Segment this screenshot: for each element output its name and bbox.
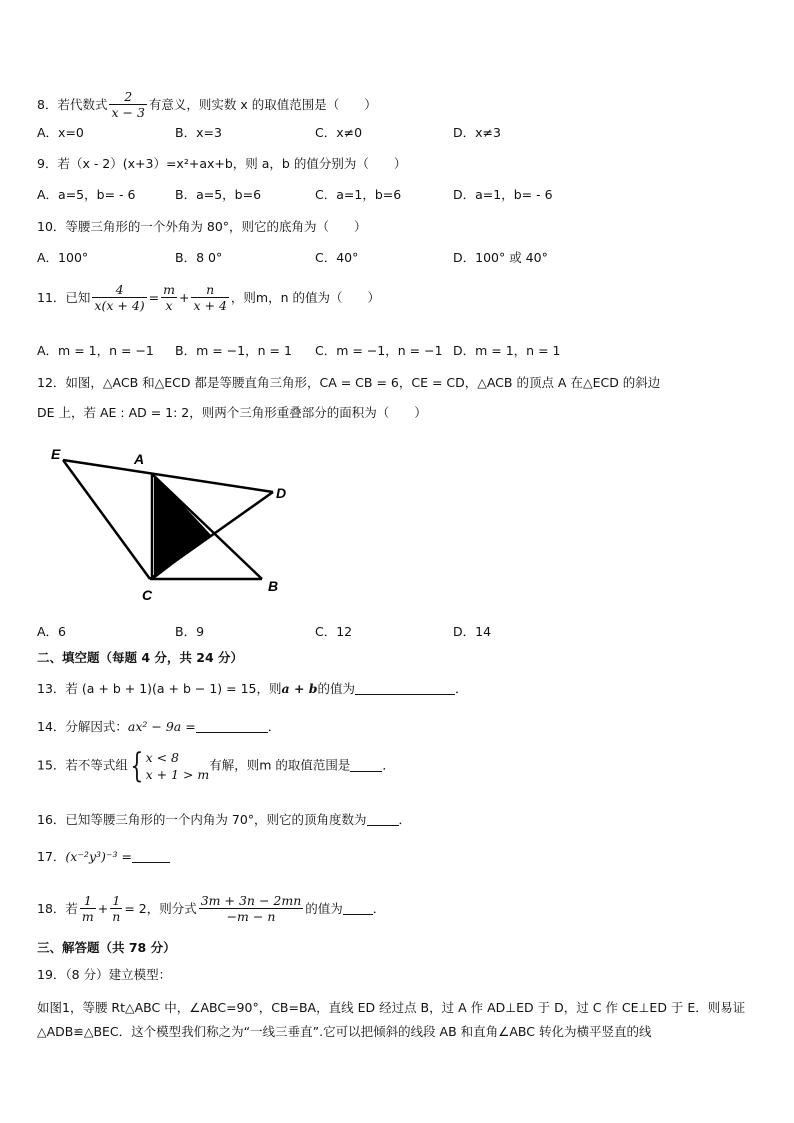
q8-frac-num: 2: [109, 89, 146, 105]
q11-f3-den: x + 4: [193, 298, 227, 313]
q13-number: 13．: [37, 681, 66, 696]
q14-stem: [37, 719, 280, 735]
q14-answer-blank[interactable]: [196, 719, 268, 733]
q11-f2-den: x: [165, 298, 173, 313]
q16-answer-blank[interactable]: [367, 812, 399, 826]
q15-answer-blank[interactable]: [350, 758, 382, 772]
q9-option-d: D．a=1，b= - 6: [453, 187, 553, 202]
q18-text-pre: 若: [65, 901, 78, 916]
q16-stem: [37, 812, 411, 828]
q9-option-a: A．a=5，b= - 6: [37, 187, 136, 202]
q12-triangle-figure: [40, 440, 300, 610]
q8-fraction: [109, 89, 146, 120]
q18-f3-num: 3m + 3n − 2mn: [200, 893, 302, 908]
label-a: A: [134, 451, 145, 467]
segment-ec: [63, 460, 150, 579]
q14-end: ．: [267, 719, 281, 734]
q11-option-b: B．m = −1，n = 1: [175, 343, 292, 358]
q16-text: 已知等腰三角形的一个内角为 70°，则它的顶角度数为: [65, 812, 367, 827]
q15-text-pre: 若不等式组: [65, 757, 128, 773]
q19-score: （8 分）建立模型：: [65, 967, 172, 982]
q8-option-d: D．x≠3: [453, 125, 501, 140]
q11-f2-num: m: [163, 282, 175, 297]
q10-option-c: C．40°: [315, 250, 359, 265]
q11-fraction-1: [92, 282, 146, 313]
q8-text-pre: 若代数式: [57, 97, 108, 112]
q15-brace: {: [130, 746, 144, 786]
q12-number: 12．: [37, 375, 66, 390]
q18-f2-num: 1: [110, 893, 122, 909]
section-fill-in-title: 二、填空题（每题 4 分，共 24 分）: [37, 650, 244, 665]
q10-stem: [37, 219, 367, 235]
q8-text-post: 有意义，则实数 x 的取值范围是（ ）: [148, 97, 377, 112]
q11-number: 11．: [37, 290, 66, 305]
q19-number: 19．: [37, 967, 66, 982]
q18-f3-den: −m − n: [226, 909, 276, 924]
q12-text-line1: 如图，△ACB 和△ECD 都是等腰直角三角形，CA = CB = 6，CE = CD，△ACB 的顶点 A 在△ECD 的斜边: [65, 375, 661, 390]
q10-option-b: B．8 0°: [175, 250, 223, 265]
q11-stem: [37, 282, 380, 313]
q11-f1-num: 4: [92, 282, 146, 298]
q8-stem: [37, 89, 377, 120]
q17-expr: (x⁻²y³)⁻³ =: [65, 849, 132, 864]
label-b: B: [268, 578, 279, 594]
label-e: E: [51, 446, 61, 462]
q13-text-pre: 若 (a + b + 1)(a + b − 1) = 15，则: [65, 681, 282, 696]
q18-f2-den: n: [112, 909, 121, 924]
q15-text-post: 有解，则m 的取值范围是: [209, 757, 351, 773]
q13-end: ．: [455, 681, 468, 696]
q14-expr: ax² − 9a =: [127, 719, 196, 734]
q15-number: 15．: [37, 757, 66, 773]
q9-number: 9．: [37, 156, 58, 171]
q11-f1-den: x(x + 4): [94, 298, 145, 313]
q11-option-c: C．m = −1，n = −1: [315, 343, 443, 358]
q15-stem: [37, 746, 395, 786]
label-c: C: [142, 587, 153, 603]
q10-option-d: D．100° 或 40°: [453, 250, 548, 265]
q15-row1: x < 8: [145, 750, 179, 765]
q8-frac-den: x − 3: [111, 105, 145, 120]
section-answer-title: 三、解答题（共 78 分）: [37, 940, 176, 955]
q18-end: ．: [372, 901, 386, 916]
q12-stem-line2: DE 上，若 AE : AD = 1: 2，则两个三角形重叠部分的面积为（ ）: [37, 405, 427, 420]
q18-fraction-2: [110, 893, 122, 924]
q12-option-a: A．6: [37, 624, 67, 639]
q18-f1-den: m: [81, 909, 94, 924]
q11-option-a: A．m = 1，n = −1: [37, 343, 154, 358]
q8-option-a: A．x=0: [37, 125, 84, 140]
q13-expr: a + b: [281, 681, 318, 696]
q12-option-b: B．9: [175, 624, 205, 639]
q18-plus: +: [97, 901, 109, 916]
q13-stem: [37, 681, 468, 697]
label-d: D: [276, 485, 287, 501]
q18-text-mid: = 2，则分式: [124, 901, 197, 916]
q17-number: 17．: [37, 849, 66, 864]
q18-number: 18．: [37, 901, 66, 916]
q17-answer-blank[interactable]: [132, 849, 170, 863]
q18-fraction-1: [80, 893, 96, 924]
q15-end: ．: [382, 757, 395, 773]
q11-option-d: D．m = 1，n = 1: [453, 343, 561, 358]
q18-fraction-3: [199, 893, 304, 924]
q10-text: 等腰三角形的一个外角为 80°，则它的底角为（ ）: [65, 219, 367, 234]
q18-text-post: 的值为: [305, 901, 343, 916]
q12-stem-line1: [37, 375, 660, 391]
q9-option-c: C．a=1，b=6: [315, 187, 402, 202]
q9-text: 若（x - 2）(x+3）=x²+ax+b，则 a，b 的值分别为（ ）: [57, 156, 407, 171]
q10-number: 10．: [37, 219, 66, 234]
q11-plus: +: [179, 290, 190, 305]
q17-stem: [37, 849, 170, 865]
q16-number: 16．: [37, 812, 66, 827]
q12-option-d: D．14: [453, 624, 492, 639]
q15-row2: x + 1 > m: [145, 767, 210, 782]
q12-option-c: C．12: [315, 624, 353, 639]
q13-answer-blank[interactable]: [355, 681, 455, 695]
q18-stem: [37, 893, 385, 924]
q11-f3-num: n: [191, 282, 228, 298]
q9-option-b: B．a=5，b=6: [175, 187, 262, 202]
overlap-region: [154, 474, 211, 579]
q13-text-post: 的值为: [317, 681, 356, 696]
q9-stem: [37, 156, 406, 172]
q18-answer-blank[interactable]: [343, 901, 373, 915]
q11-text-post: ，则m，n 的值为（ ）: [230, 290, 380, 305]
q11-fraction-3: [191, 282, 228, 313]
q16-end: ．: [398, 812, 412, 827]
q15-inequality-system: [146, 749, 210, 783]
q11-fraction-2: [161, 282, 177, 313]
q19-heading: [37, 967, 171, 983]
q11-text-pre: 已知: [65, 290, 91, 305]
q8-number: 8．: [37, 97, 58, 112]
q8-option-c: C．x≠0: [315, 125, 363, 140]
q14-number: 14．: [37, 719, 66, 734]
q10-option-a: A．100°: [37, 250, 89, 265]
q11-equals: =: [148, 290, 160, 305]
segment-ed: [63, 460, 273, 492]
q8-option-b: B．x=3: [175, 125, 222, 140]
q18-f1-num: 1: [80, 893, 96, 909]
q14-text-pre: 分解因式：: [65, 719, 128, 734]
q19-paragraph: 如图1，等腰 Rt△ABC 中，∠ABC=90°，CB=BA，直线 ED 经过点 B，过 A 作 AD⊥ED 于 D，过 C 作 CE⊥ED 于 E．则易证△ADB≌△BEC．这个模型我们称之为“一线三垂直”.它可以把倾斜的线段 AB 和直角∠ABC 转化为横平竖直的线: [37, 1000, 746, 1039]
